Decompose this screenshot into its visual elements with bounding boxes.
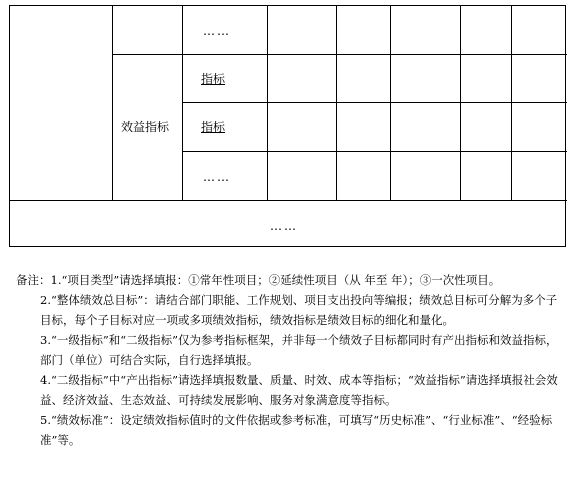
col-line-2: [182, 6, 183, 200]
note-3: 3.“一级指标”和“二级指标”仅为参考指标框架，并非每一个绩效子目标都同时有产出指标和效益指标，部门（单位）可结合实际，自行选择填报。: [40, 333, 558, 367]
group-label: 效益指标: [121, 120, 170, 134]
row-line-1: [112, 54, 567, 55]
indicator-table: [9, 5, 566, 247]
row2-level2-text: 指标: [201, 72, 226, 86]
notes-block: [16, 270, 564, 450]
note-5: 5.“绩效标准”：设定绩效指标值时的文件依据或参考标准，可填写“历史标准”、“行业标准”、“经验标准”等。: [40, 413, 553, 447]
row1-level2-text: ……: [203, 24, 231, 38]
row-line-4: [10, 200, 567, 201]
col-line-5: [390, 6, 391, 200]
note-1: 备注：1.“项目类型”请选择填报：①常年性项目；②延续性项目（从 年至 年）；③一次性项目。: [16, 273, 501, 287]
col-line-7: [511, 6, 512, 200]
col-line-1: [112, 6, 113, 200]
row4-level2-text: ……: [203, 170, 231, 184]
note-4: 4.“二级指标”中“产出指标”请选择填报数量、质量、时效、成本等指标；“效益指标”请选择填报社会效益、经济效益、生态效益、可持续发展影响、服务对象满意度等指标。: [40, 373, 558, 407]
note-2: 2.“整体绩效总目标”：请结合部门职能、工作规划、项目支出投向等编报；绩效总目标可分解为多个子目标，每个子目标对应一项或多项绩效指标，绩效指标是绩效目标的细化和量化。: [40, 293, 558, 327]
row-line-3: [182, 151, 567, 152]
row-line-2: [182, 102, 567, 103]
col-line-4: [336, 6, 337, 200]
row3-level2-text: 指标: [201, 120, 226, 134]
col-line-3: [267, 6, 268, 200]
footer-dots: ……: [270, 219, 298, 233]
col-line-6: [460, 6, 461, 200]
